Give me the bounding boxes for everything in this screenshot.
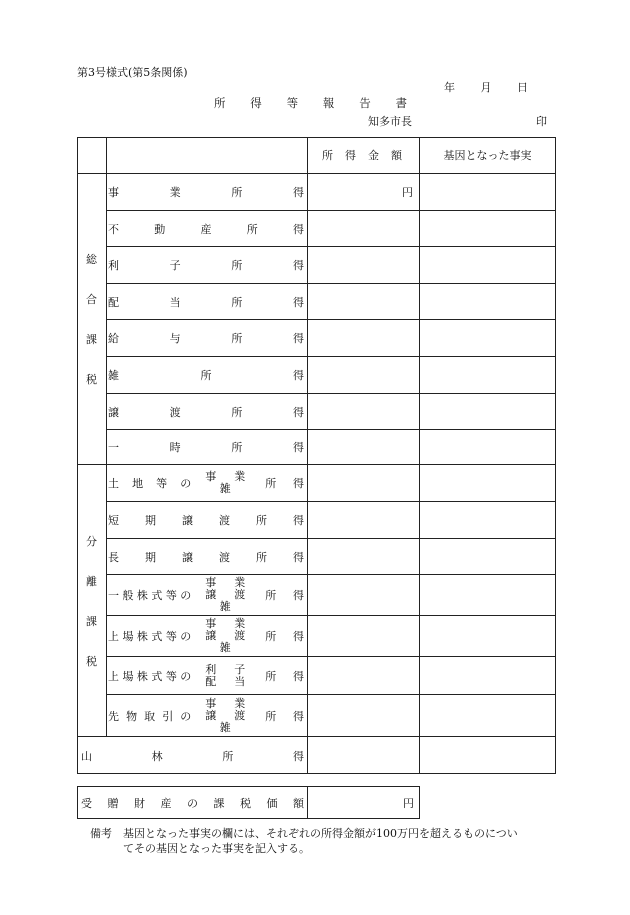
label-char: 得 <box>293 514 304 527</box>
label-char: 当 <box>169 295 181 309</box>
stack-char: 事 <box>205 617 217 630</box>
label-char: 得 <box>292 259 304 272</box>
label-char: 等 <box>156 477 168 490</box>
label-char: 所 <box>200 369 212 382</box>
label-char: 課 <box>86 333 97 346</box>
label-char: 産 <box>160 796 172 810</box>
salary-income-label <box>108 320 304 356</box>
label-char: 譲 <box>182 550 193 564</box>
label-char: 与 <box>169 332 181 345</box>
label-char: 所 <box>322 149 333 162</box>
label-char: 譲 <box>108 405 119 419</box>
label-char: 所 <box>246 222 258 236</box>
label-char: 所 <box>231 186 243 199</box>
label-char: 得 <box>293 630 304 643</box>
label-char: 先 <box>108 709 119 723</box>
label-char: 得 <box>292 295 304 309</box>
stack-char: 当 <box>234 674 246 688</box>
label-char: 得 <box>250 96 262 110</box>
label-char: の <box>180 669 192 683</box>
stack-char: 子 <box>234 662 246 676</box>
stack-char: 事 <box>205 470 217 483</box>
label-char: 得 <box>293 709 304 723</box>
stack-char: 雑 <box>219 720 231 734</box>
remarks-note <box>90 826 560 856</box>
label-char: 上 <box>108 669 119 683</box>
date-line <box>444 79 528 95</box>
label-char: 報 <box>322 96 335 110</box>
label-char: 得 <box>345 149 356 162</box>
label-char: 不 <box>108 222 119 236</box>
label-char: 土 <box>108 477 119 490</box>
label-char: 動 <box>154 222 166 236</box>
day-label: 日 <box>517 81 528 94</box>
label-char: 事 <box>108 186 119 199</box>
label-char: 等 <box>165 630 177 643</box>
basis-column-header: 基因となった事実 <box>443 149 532 162</box>
label-char: 等 <box>286 96 299 110</box>
label-char: 式 <box>151 630 163 643</box>
label-char: 得 <box>292 332 304 345</box>
label-char: 税 <box>240 796 251 810</box>
label-char: の <box>180 589 192 602</box>
remarks-line-1: 備考 基因となった事実の欄には、それぞれの所得金額が100万円を超えるものについ <box>90 827 518 840</box>
label-char: 額 <box>293 796 304 810</box>
label-char: 合 <box>86 293 97 306</box>
long-term-transfer-label <box>108 539 304 574</box>
label-char: 山 <box>81 749 92 763</box>
label-char: 分 <box>86 534 97 548</box>
label-char: 得 <box>293 669 304 683</box>
yen-unit: 円 <box>402 186 413 199</box>
misc-income-label <box>108 357 304 393</box>
label-char: 財 <box>134 796 145 810</box>
stack-char: 業 <box>234 576 246 589</box>
label-char: の <box>187 796 198 810</box>
label-char: 引 <box>162 709 174 723</box>
label-char: 所 <box>222 749 234 763</box>
label-char: 総 <box>86 253 97 266</box>
stack-char: 利 <box>205 662 217 676</box>
bunri-kazei-label <box>77 465 106 736</box>
label-char: 短 <box>108 514 119 527</box>
label-char: 所 <box>231 405 243 419</box>
label-char: の <box>180 630 192 643</box>
stack-char: 業 <box>234 617 246 630</box>
futures-income-label <box>108 695 304 736</box>
label-char: 所 <box>265 709 277 723</box>
stack-char: 事 <box>205 576 217 589</box>
listed-stock-transfer-label <box>108 616 304 656</box>
label-char: 税 <box>86 654 97 668</box>
label-char: 得 <box>292 441 304 454</box>
label-char: 告 <box>359 96 371 110</box>
label-char: 一 <box>108 589 119 602</box>
label-char: 渡 <box>169 405 181 419</box>
listed-stock-dividend-label <box>108 657 304 694</box>
label-char: 所 <box>214 96 226 110</box>
label-char: 得 <box>293 222 304 236</box>
label-char: 等 <box>165 669 177 683</box>
label-char: 上 <box>108 630 119 643</box>
year-label: 年 <box>444 81 455 94</box>
month-label: 月 <box>480 81 492 94</box>
label-char: 式 <box>151 589 163 602</box>
short-term-transfer-label <box>108 502 304 538</box>
label-char: 配 <box>108 295 119 309</box>
stack-char: 事 <box>205 696 217 710</box>
label-char: 離 <box>86 574 97 588</box>
label-char: 一 <box>108 441 119 454</box>
amount-column-header <box>322 137 402 173</box>
label-char: 等 <box>165 589 177 602</box>
forestry-income-label <box>81 737 304 774</box>
stack-char: 譲 <box>205 588 217 601</box>
label-char: 得 <box>293 589 304 602</box>
label-char: 額 <box>391 149 402 162</box>
label-char: 給 <box>108 332 119 345</box>
interest-income-label <box>108 247 304 283</box>
label-char: 場 <box>122 630 134 643</box>
gift-yen-unit: 円 <box>403 796 414 810</box>
label-char: 地 <box>132 477 144 490</box>
label-char: 期 <box>145 514 156 527</box>
label-char: 利 <box>108 259 119 272</box>
dividend-income-label <box>108 284 304 319</box>
label-char: 式 <box>151 669 163 683</box>
land-income-label <box>108 465 304 501</box>
label-char: 得 <box>293 369 304 382</box>
label-char: 般 <box>122 589 134 602</box>
label-char: 所 <box>265 589 277 602</box>
label-char: 金 <box>368 149 379 162</box>
label-char: 所 <box>231 441 243 454</box>
label-char: 得 <box>292 405 304 419</box>
label-char: 所 <box>256 550 267 564</box>
label-char: 得 <box>292 749 304 763</box>
label-char: 受 <box>81 796 92 810</box>
addressee: 知多市長 <box>368 115 412 128</box>
label-char: 期 <box>145 550 156 564</box>
stack-char: 業 <box>234 470 246 483</box>
label-char: の <box>180 477 192 490</box>
label-char: 得 <box>292 186 304 199</box>
label-char: 所 <box>231 332 243 345</box>
stack-char: 渡 <box>234 629 246 642</box>
stack-char: 渡 <box>234 588 246 601</box>
label-char: 所 <box>231 295 243 309</box>
label-char: 所 <box>256 514 267 527</box>
label-char: 取 <box>144 709 156 723</box>
label-char: 書 <box>395 96 407 110</box>
sogo-kazei-label <box>77 174 106 464</box>
transfer-income-label <box>108 394 304 429</box>
label-char: 産 <box>200 222 212 236</box>
label-char: 譲 <box>182 514 193 527</box>
stack-char: 譲 <box>205 629 217 642</box>
label-char: 所 <box>265 630 277 643</box>
label-char: 株 <box>136 669 148 683</box>
general-stock-income-label <box>108 575 304 615</box>
label-char: 贈 <box>107 796 119 810</box>
seal-mark: 印 <box>536 115 547 128</box>
label-char: 業 <box>169 186 181 199</box>
label-char: 得 <box>293 550 304 564</box>
label-char: 課 <box>86 614 97 628</box>
occasional-income-label <box>108 430 304 464</box>
label-char: 渡 <box>219 550 230 564</box>
label-char: 所 <box>231 259 243 272</box>
stack-char: 配 <box>205 674 217 688</box>
stack-char: 譲 <box>205 708 217 722</box>
label-char: 所 <box>265 669 277 683</box>
stack-char: 業 <box>234 696 246 710</box>
stack-char: 渡 <box>234 708 246 722</box>
stack-char: 雑 <box>219 482 231 495</box>
label-char: 長 <box>108 550 119 564</box>
label-char: 林 <box>151 749 163 763</box>
label-char: 物 <box>126 709 138 723</box>
label-char: 株 <box>136 589 148 602</box>
label-char: 税 <box>86 373 97 386</box>
gift-tax-value-label <box>81 786 304 819</box>
label-char: 所 <box>265 477 277 490</box>
label-char: 子 <box>169 259 181 272</box>
real-estate-income-label <box>108 211 304 246</box>
label-char: 渡 <box>219 514 230 527</box>
label-char: 雑 <box>108 369 119 382</box>
document-title <box>214 95 407 111</box>
label-char: 場 <box>122 669 134 683</box>
remarks-line-2: てその基因となった事実を記入する。 <box>90 842 310 855</box>
label-char: 得 <box>293 477 304 490</box>
stack-char: 雑 <box>219 600 231 613</box>
label-char: 課 <box>213 796 225 810</box>
business-income-label <box>108 174 304 210</box>
stack-char: 雑 <box>219 641 231 654</box>
label-char: の <box>180 709 192 723</box>
label-char: 時 <box>169 441 181 454</box>
label-char: 株 <box>136 630 148 643</box>
label-char: 価 <box>266 796 278 810</box>
form-number: 第3号様式(第5条関係) <box>77 66 188 79</box>
